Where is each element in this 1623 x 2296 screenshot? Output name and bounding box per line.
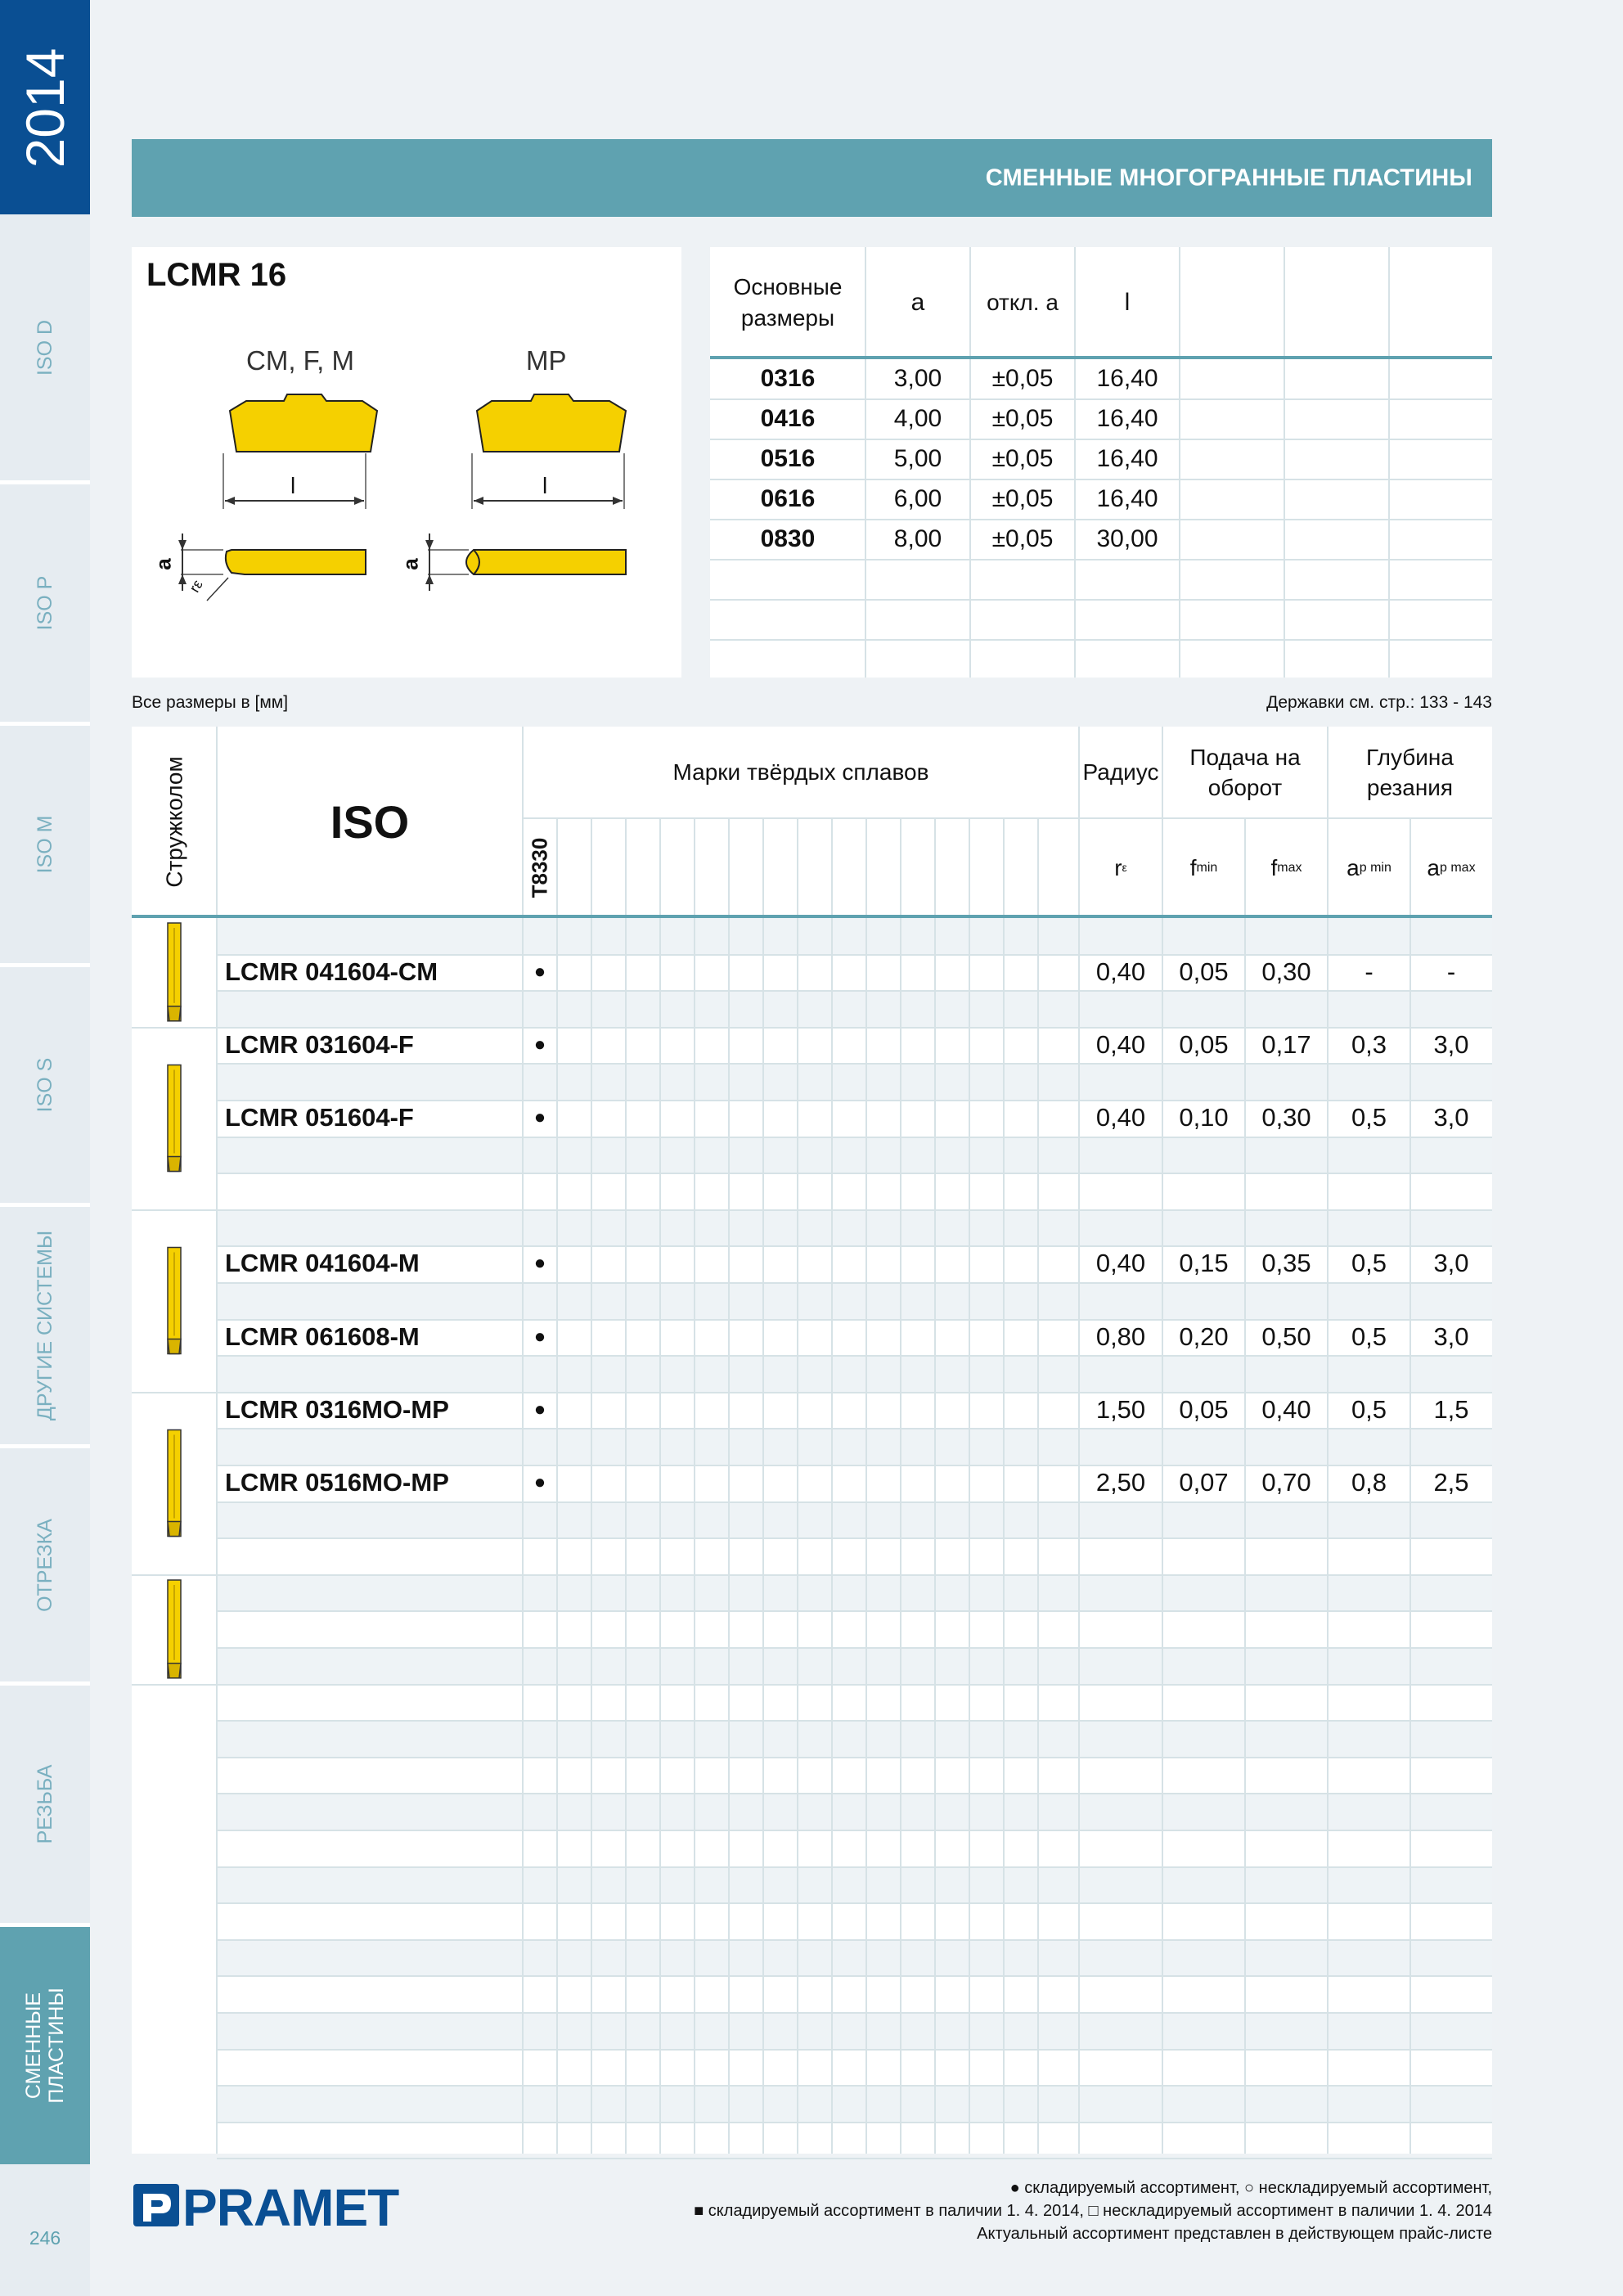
header-fmin: f min [1189, 854, 1218, 880]
dim-grid-hline [710, 519, 1492, 520]
dim-grid-hline [710, 559, 1492, 560]
header-chipbreaker: Стружколом [161, 756, 187, 888]
dim-label-a-mp: a [398, 558, 423, 570]
cell-fmin: 0,15 [1179, 1249, 1229, 1277]
cell-fmin: 0,10 [1179, 1103, 1229, 1132]
iso-code: LCMR 0316MO-MP [225, 1395, 449, 1424]
table-grid-vline [900, 817, 901, 2154]
dim-label-r: rε [186, 577, 206, 596]
table-grid-hline [217, 2158, 1492, 2159]
availability-mark: ● [533, 1471, 546, 1493]
table-grid-vline [831, 817, 833, 2154]
cell-fmax: 0,30 [1261, 957, 1311, 986]
cell-apmin: 0,5 [1351, 1249, 1387, 1277]
year-badge [0, 0, 90, 214]
table-grid-hline [217, 1975, 1492, 1977]
cell-fmax: 0,70 [1261, 1468, 1311, 1497]
table-grid-hline [217, 1282, 1492, 1284]
cell-radius: 1,50 [1095, 1395, 1146, 1424]
pramet-logo [132, 2178, 402, 2237]
table-grid-hline [217, 2085, 1492, 2087]
availability-mark: ● [533, 1252, 546, 1274]
dim-cell-code: 0316 [760, 364, 816, 392]
table-grid-hline [217, 1063, 1492, 1065]
cell-radius: 0,40 [1095, 957, 1146, 986]
dim-cell-a: 8,00 [893, 524, 942, 552]
cell-apmax: 2,5 [1433, 1468, 1469, 1497]
table-grid-hline [217, 2122, 1492, 2123]
sidebar-item-label: ОТРЕЗКА [34, 1518, 56, 1612]
cell-fmax: 0,35 [1261, 1249, 1311, 1277]
dimensions-row [710, 358, 1492, 398]
header-apmin: a p min [1347, 854, 1391, 880]
cell-apmin: 0,8 [1351, 1468, 1387, 1497]
dim-cell-a: 5,00 [893, 444, 942, 472]
cell-apmax: 1,5 [1433, 1395, 1469, 1424]
dim-cell-tol: ±0,05 [991, 484, 1054, 512]
table-grid-hline [217, 1610, 1492, 1612]
dim-header-l: l [1124, 289, 1131, 316]
row-band [217, 2012, 1492, 2049]
sidebar-item-label: ISO S [34, 1057, 56, 1113]
sidebar-item-label: ISO M [34, 815, 56, 874]
row-band [217, 1355, 1492, 1392]
table-grid-hline [217, 990, 1492, 992]
sidebar-item-label: РЕЗЬБА [34, 1764, 56, 1844]
sidebar-item-inserts[interactable] [0, 1927, 90, 2164]
cell-apmax: 3,0 [1433, 1249, 1469, 1277]
cell-radius: 0,40 [1095, 1103, 1146, 1132]
table-grid-hline [217, 1684, 1492, 1686]
dim-cell-l: 30,00 [1096, 524, 1158, 552]
row-band [217, 1793, 1492, 1830]
cell-fmin: 0,05 [1179, 1030, 1229, 1059]
dim-cell-tol: ±0,05 [991, 444, 1054, 472]
table-grid-hline [217, 1319, 1492, 1321]
cell-fmin: 0,05 [1179, 1395, 1229, 1424]
shape-label-mp: MP [526, 345, 567, 376]
row-band [217, 1501, 1492, 1538]
page-number: 246 [29, 2227, 61, 2249]
dimensions-row [710, 519, 1492, 559]
table-grid-hline [217, 1428, 1492, 1429]
header-r: r ε [1114, 854, 1127, 880]
table-grid-hline [217, 1866, 1492, 1868]
header-grade-t8330: T8330 [527, 837, 552, 898]
row-band [217, 1647, 1492, 1684]
table-grid-vline [1037, 817, 1039, 2154]
dim-cell-l: 16,40 [1096, 444, 1158, 472]
dim-grid-hline [710, 479, 1492, 480]
table-grid-hline [217, 1100, 1492, 1101]
table-header-divider [132, 915, 1492, 918]
header-radius: Радиус [1082, 759, 1159, 785]
dim-grid-vline [865, 247, 866, 678]
cell-fmax: 0,17 [1261, 1030, 1311, 1059]
table-grid-hline [217, 1939, 1492, 1941]
dim-grid-hline [710, 599, 1492, 601]
table-grid-hline [217, 1647, 1492, 1649]
table-grid-hline [217, 1537, 1492, 1539]
sidebar-item-threading[interactable] [0, 1686, 90, 1927]
sidebar-item-iso-m[interactable] [0, 726, 90, 967]
iso-code: LCMR 041604-M [225, 1249, 420, 1277]
table-grid-hline [217, 1793, 1492, 1794]
group-divider [132, 1684, 217, 1686]
iso-code: LCMR 051604-F [225, 1103, 414, 1132]
dim-grid-hline [710, 639, 1492, 641]
holders-note: Державки см. стр.: 133 - 143 [1266, 693, 1492, 712]
row-band [217, 1282, 1492, 1319]
cell-apmin: 0,3 [1351, 1030, 1387, 1059]
table-grid-vline [728, 817, 730, 2154]
legend-line: Актуальный ассортимент представлен в действующем прайс-листе [977, 2225, 1492, 2243]
cell-apmin: 0,5 [1351, 1103, 1387, 1132]
dim-cell-tol: ±0,05 [991, 404, 1054, 432]
table-grid-vline [694, 817, 695, 2154]
dim-label-l-cm: l [290, 473, 296, 498]
table-grid-vline [591, 817, 592, 2154]
dim-grid-vline [1284, 247, 1285, 678]
shape-label-cm-f-m: CM, F, M [246, 345, 354, 376]
table-header-hline [523, 817, 1492, 819]
cell-radius: 0,40 [1095, 1249, 1146, 1277]
table-grid-hline [217, 1392, 1492, 1393]
table-grid-vline [1409, 817, 1411, 2154]
cell-fmax: 0,30 [1261, 1103, 1311, 1132]
table-grid-hline [217, 1465, 1492, 1466]
table-grid-vline [1003, 817, 1005, 2154]
insert-side-view-cm-icon [178, 533, 366, 601]
sidebar-item-label: СМЕННЫЕ ПЛАСТИНЫ [22, 1988, 68, 2104]
table-grid-vline [659, 817, 661, 2154]
chipbreaker-insert-icon [158, 1209, 191, 1392]
row-band [217, 1574, 1492, 1611]
dim-cell-code: 0616 [760, 484, 816, 512]
insert-top-view-mp-icon [472, 394, 626, 509]
cell-fmin: 0,20 [1179, 1322, 1229, 1351]
table-grid-hline [217, 1902, 1492, 1904]
dim-cell-l: 16,40 [1096, 364, 1158, 392]
dim-cell-a: 3,00 [893, 364, 942, 392]
row-band [217, 1428, 1492, 1465]
sidebar-item-iso-s[interactable] [0, 967, 90, 1207]
table-grid-vline [865, 817, 867, 2154]
table-grid-hline [217, 1027, 1492, 1029]
legend-line: ● складируемый ассортимент, ○ нескладируемый ассортимент, [1009, 2179, 1492, 2197]
cell-fmax: 0,50 [1261, 1322, 1311, 1351]
dim-grid-vline [969, 247, 971, 678]
dim-header-a: a [910, 289, 925, 316]
availability-mark: ● [533, 1326, 546, 1348]
table-grid-hline [217, 954, 1492, 956]
row-band [217, 1137, 1492, 1173]
cell-apmax: - [1446, 957, 1456, 986]
dim-grid-vline [1388, 247, 1390, 678]
dim-grid-hline [710, 439, 1492, 440]
cell-radius: 0,80 [1095, 1322, 1146, 1351]
product-panel [132, 247, 681, 678]
iso-code: LCMR 031604-F [225, 1030, 414, 1059]
legend-line: ■ складируемый ассортимент в паличии 1. 4. 2014, □ нескладируемый ассортимент в паличии 1. 4. 2014 [694, 2202, 1492, 2220]
chipbreaker-insert-icon [158, 1392, 191, 1574]
row-band [217, 990, 1492, 1027]
section-title: СМЕННЫЕ МНОГОГРАННЫЕ ПЛАСТИНЫ [985, 164, 1472, 191]
dim-label-a-cm: a [151, 558, 176, 570]
dim-grid-vline [1179, 247, 1180, 678]
dim-cell-l: 16,40 [1096, 484, 1158, 512]
table-grid-hline [217, 1173, 1492, 1174]
table-grid-hline [217, 1720, 1492, 1722]
cell-apmax: 3,0 [1433, 1322, 1469, 1351]
dim-cell-l: 16,40 [1096, 404, 1158, 432]
dimensions-row [710, 439, 1492, 479]
header-depth: Глубина резания [1366, 744, 1454, 800]
table-grid-hline [217, 2012, 1492, 2014]
row-band [217, 1939, 1492, 1976]
table-grid-vline [625, 817, 627, 2154]
pramet-logo-icon [132, 2181, 186, 2230]
sidebar [0, 0, 90, 2296]
sidebar-item-parting[interactable] [0, 1448, 90, 1686]
table-grid-hline [217, 1574, 1492, 1576]
iso-code: LCMR 061608-M [225, 1322, 420, 1351]
insert-side-view-mp-icon [425, 533, 626, 591]
cell-apmin: - [1364, 957, 1373, 986]
dimensions-table [710, 247, 1492, 678]
header-apmax: a p max [1427, 854, 1476, 880]
cell-apmin: 0,5 [1351, 1322, 1387, 1351]
header-grades: Марки твёрдых сплавов [672, 759, 929, 785]
dim-cell-a: 4,00 [893, 404, 942, 432]
header-iso: ISO [330, 796, 410, 848]
row-band [217, 1720, 1492, 1757]
dim-cell-code: 0830 [760, 524, 816, 552]
table-grid-hline [217, 1355, 1492, 1357]
table-grid-hline [217, 1830, 1492, 1831]
dimensions-header-row [710, 247, 1492, 358]
cell-apmax: 3,0 [1433, 1030, 1469, 1059]
dim-header-basic: Основные размеры [733, 274, 843, 331]
dim-cell-tol: ±0,05 [991, 364, 1054, 392]
row-band [217, 917, 1492, 954]
row-band [217, 1063, 1492, 1100]
table-grid-vline [934, 817, 936, 2154]
table-grid-hline [217, 1501, 1492, 1503]
availability-mark: ● [533, 1398, 546, 1420]
table-grid-hline [217, 1245, 1492, 1247]
table-grid-hline [217, 2049, 1492, 2051]
sidebar-item-label: ISO D [34, 319, 56, 376]
iso-code: LCMR 041604-CM [225, 957, 438, 986]
dim-label-l-mp: l [542, 473, 548, 498]
cell-radius: 2,50 [1095, 1468, 1146, 1497]
dim-cell-a: 6,00 [893, 484, 942, 512]
table-grid-hline [217, 1209, 1492, 1211]
cell-radius: 0,40 [1095, 1030, 1146, 1059]
chipbreaker-insert-icon [158, 1027, 191, 1209]
row-band [217, 1866, 1492, 1903]
year-label: 2014 [15, 47, 75, 169]
units-note: Все размеры в [мм] [132, 693, 289, 712]
cell-apmax: 3,0 [1433, 1103, 1469, 1132]
sidebar-item-label: ДРУГИЕ СИСТЕМЫ [34, 1230, 56, 1421]
availability-legend [694, 2177, 1492, 2245]
dimensions-row [710, 479, 1492, 519]
inserts-table [132, 727, 1492, 2154]
sidebar-item-other-systems[interactable] [0, 1207, 90, 1448]
table-grid-vline [1244, 817, 1246, 2154]
dim-cell-code: 0516 [760, 444, 816, 472]
chipbreaker-insert-icon [158, 1574, 191, 1684]
logo-text: PRAMET [182, 2178, 399, 2237]
dim-header-divider [710, 356, 1492, 359]
cell-fmin: 0,07 [1179, 1468, 1229, 1497]
dim-grid-vline [1074, 247, 1076, 678]
table-grid-vline [762, 817, 764, 2154]
dim-cell-code: 0416 [760, 404, 816, 432]
dim-cell-tol: ±0,05 [991, 524, 1054, 552]
dim-grid-hline [710, 398, 1492, 400]
product-title: LCMR 16 [146, 257, 287, 293]
table-grid-hline [217, 1757, 1492, 1758]
row-band [217, 1209, 1492, 1246]
table-grid-hline [217, 1137, 1492, 1138]
table-grid-vline [797, 817, 798, 2154]
header-fmax: f max [1270, 854, 1302, 880]
table-grid-vline [556, 817, 558, 2154]
availability-mark: ● [533, 961, 546, 983]
insert-top-view-cm-icon [223, 394, 377, 509]
cell-fmin: 0,05 [1179, 957, 1229, 986]
sidebar-item-iso-p[interactable] [0, 484, 90, 726]
iso-code: LCMR 0516MO-MP [225, 1468, 449, 1497]
sidebar-item-iso-d[interactable] [0, 214, 90, 484]
availability-mark: ● [533, 1033, 546, 1056]
cell-fmax: 0,40 [1261, 1395, 1311, 1424]
dimensions-row [710, 398, 1492, 439]
table-grid-vline [969, 817, 970, 2154]
dim-header-tol: откл. a [987, 290, 1059, 315]
row-band [217, 2085, 1492, 2122]
availability-mark: ● [533, 1106, 546, 1128]
sidebar-item-label: ISO P [34, 575, 56, 631]
section-header [132, 139, 1492, 217]
chipbreaker-insert-icon [158, 917, 191, 1027]
insert-drawings [132, 247, 681, 678]
header-feed: Подача на оборот [1189, 744, 1301, 800]
cell-apmin: 0,5 [1351, 1395, 1387, 1424]
